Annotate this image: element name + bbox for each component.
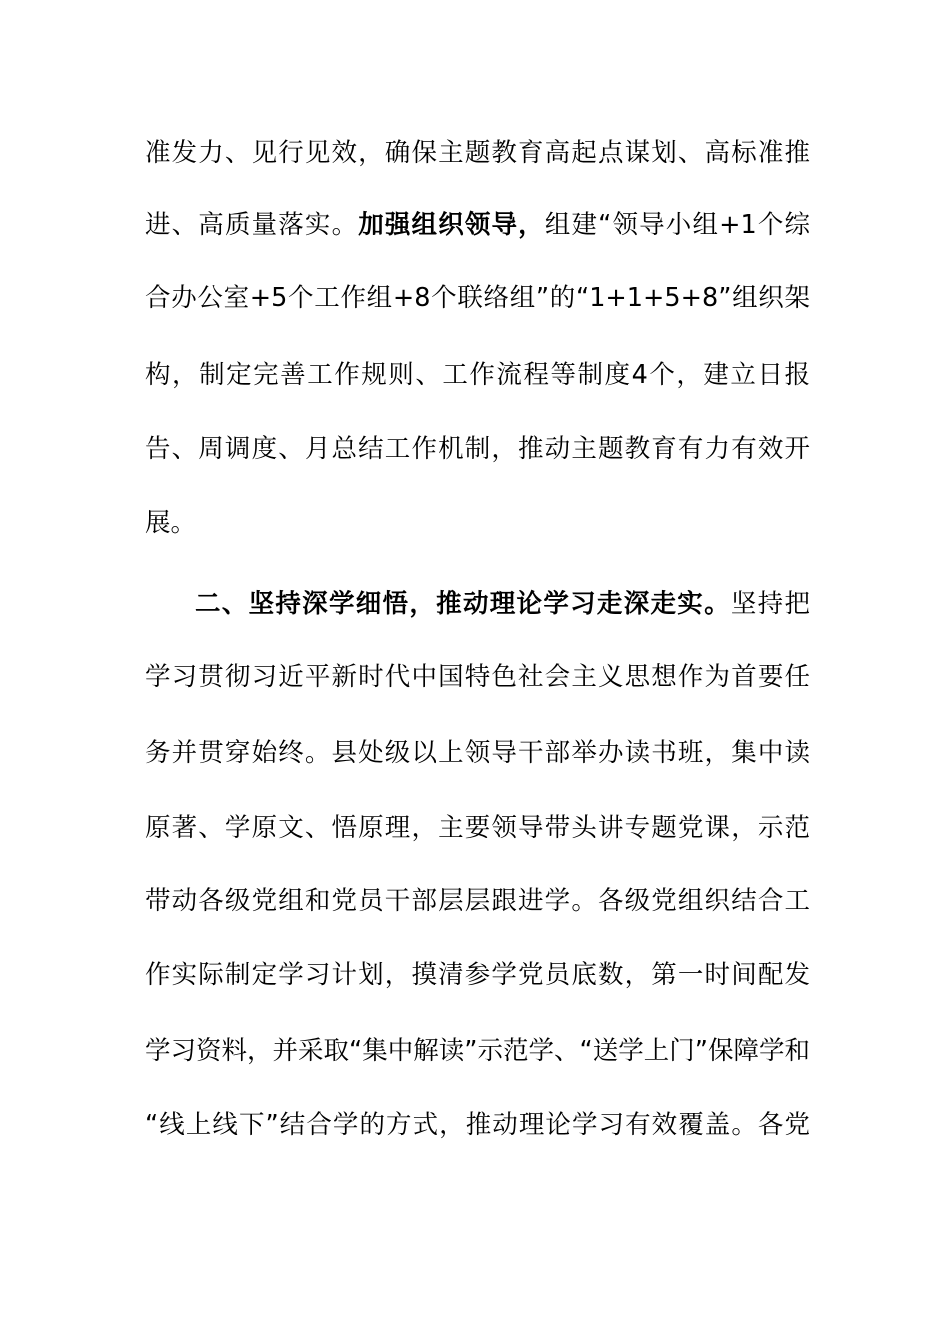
paragraph-1-line-1: 准发力、见行见效，确保主题教育高起点谋划、高标准推 [145, 138, 810, 168]
section-heading: 二、坚持深学细悟，推动理论学习走深走实。 [195, 589, 731, 619]
paragraph-2-line-7: 学习资料，并采取“集中解读”示范学、“送学上门”保障学和 [145, 1036, 810, 1066]
paragraph-1-line-2-text-b: 组建“领导小组+1个综 [544, 210, 810, 240]
paragraph-1-emphasis: 加强组织领导， [358, 210, 545, 240]
paragraph-2-line-1 [195, 584, 810, 624]
paragraph-1-line-4: 构，制定完善工作规则、工作流程等制度4个，建立日报 [145, 360, 810, 390]
paragraph-1-line-5: 告、周调度、月总结工作机制，推动主题教育有力有效开 [145, 434, 810, 464]
paragraph-2-line-8: “线上线下”结合学的方式，推动理论学习有效覆盖。各党 [145, 1110, 810, 1140]
paragraph-1-line-6: 展。 [145, 508, 197, 538]
paragraph-1-line-2-text-a: 进、高质量落实。 [145, 210, 359, 240]
paragraph-2-line-3: 务并贯穿始终。县处级以上领导干部举办读书班，集中读 [145, 738, 810, 768]
paragraph-1-line-2 [145, 205, 810, 245]
paragraph-2-line-5: 带动各级党组和党员干部层层跟进学。各级党组织结合工 [145, 886, 810, 916]
paragraph-2-line-4: 原著、学原文、悟原理，主要领导带头讲专题党课，示范 [145, 813, 810, 843]
paragraph-2-line-1-text: 坚持把 [730, 589, 810, 619]
paragraph-2-line-2: 学习贯彻习近平新时代中国特色社会主义思想作为首要任 [145, 662, 810, 692]
paragraph-2-line-6: 作实际制定学习计划，摸清参学党员底数，第一时间配发 [145, 960, 810, 990]
paragraph-1-line-3: 合办公室+5个工作组+8个联络组”的“1+1+5+8”组织架 [145, 283, 810, 313]
